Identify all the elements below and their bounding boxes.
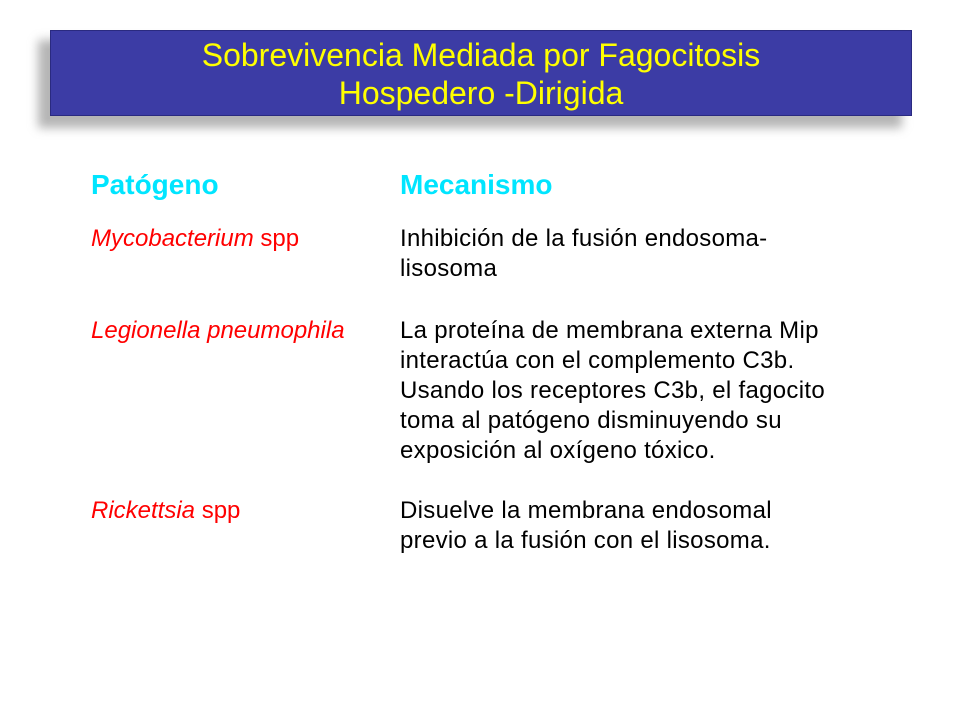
pathogen-genus: Rickettsia <box>91 497 196 524</box>
column-header-pathogen: Patógeno <box>91 169 219 200</box>
column-header-mechanism: Mecanismo <box>400 169 553 200</box>
slide-title-line-2: Hospedero -Dirigida <box>338 75 624 111</box>
mechanism-line: previo a la fusión con el lisosoma. <box>400 527 771 554</box>
pathogen-genus: Legionella pneumophila <box>91 317 345 344</box>
pathogen-name <box>91 316 345 346</box>
mechanism-line: Inhibición de la fusión endosoma- <box>400 225 768 252</box>
mechanism-line: La proteína de membrana externa Mip <box>400 317 819 344</box>
pathogen-suffix: spp <box>253 225 300 252</box>
mechanism-line: lisosoma <box>400 255 498 282</box>
mechanism-line: toma al patógeno disminuyendo su <box>400 407 782 434</box>
pathogen-suffix: spp <box>195 497 241 524</box>
mechanism-line: Usando los receptores C3b, el fagocito <box>400 377 825 404</box>
pathogen-name <box>91 224 299 254</box>
pathogen-genus: Mycobacterium <box>91 225 254 252</box>
mechanism-text <box>400 316 870 466</box>
mechanism-line: exposición al oxígeno tóxico. <box>400 437 716 464</box>
mechanism-line: interactúa con el complemento C3b. <box>400 347 795 374</box>
title-banner <box>50 30 912 116</box>
slide-title-line-1: Sobrevivencia Mediada por Fagocitosis <box>201 37 761 73</box>
mechanism-text <box>400 496 870 556</box>
pathogen-name <box>91 496 240 526</box>
mechanism-text <box>400 224 870 284</box>
mechanism-line: Disuelve la membrana endosomal <box>400 497 772 524</box>
